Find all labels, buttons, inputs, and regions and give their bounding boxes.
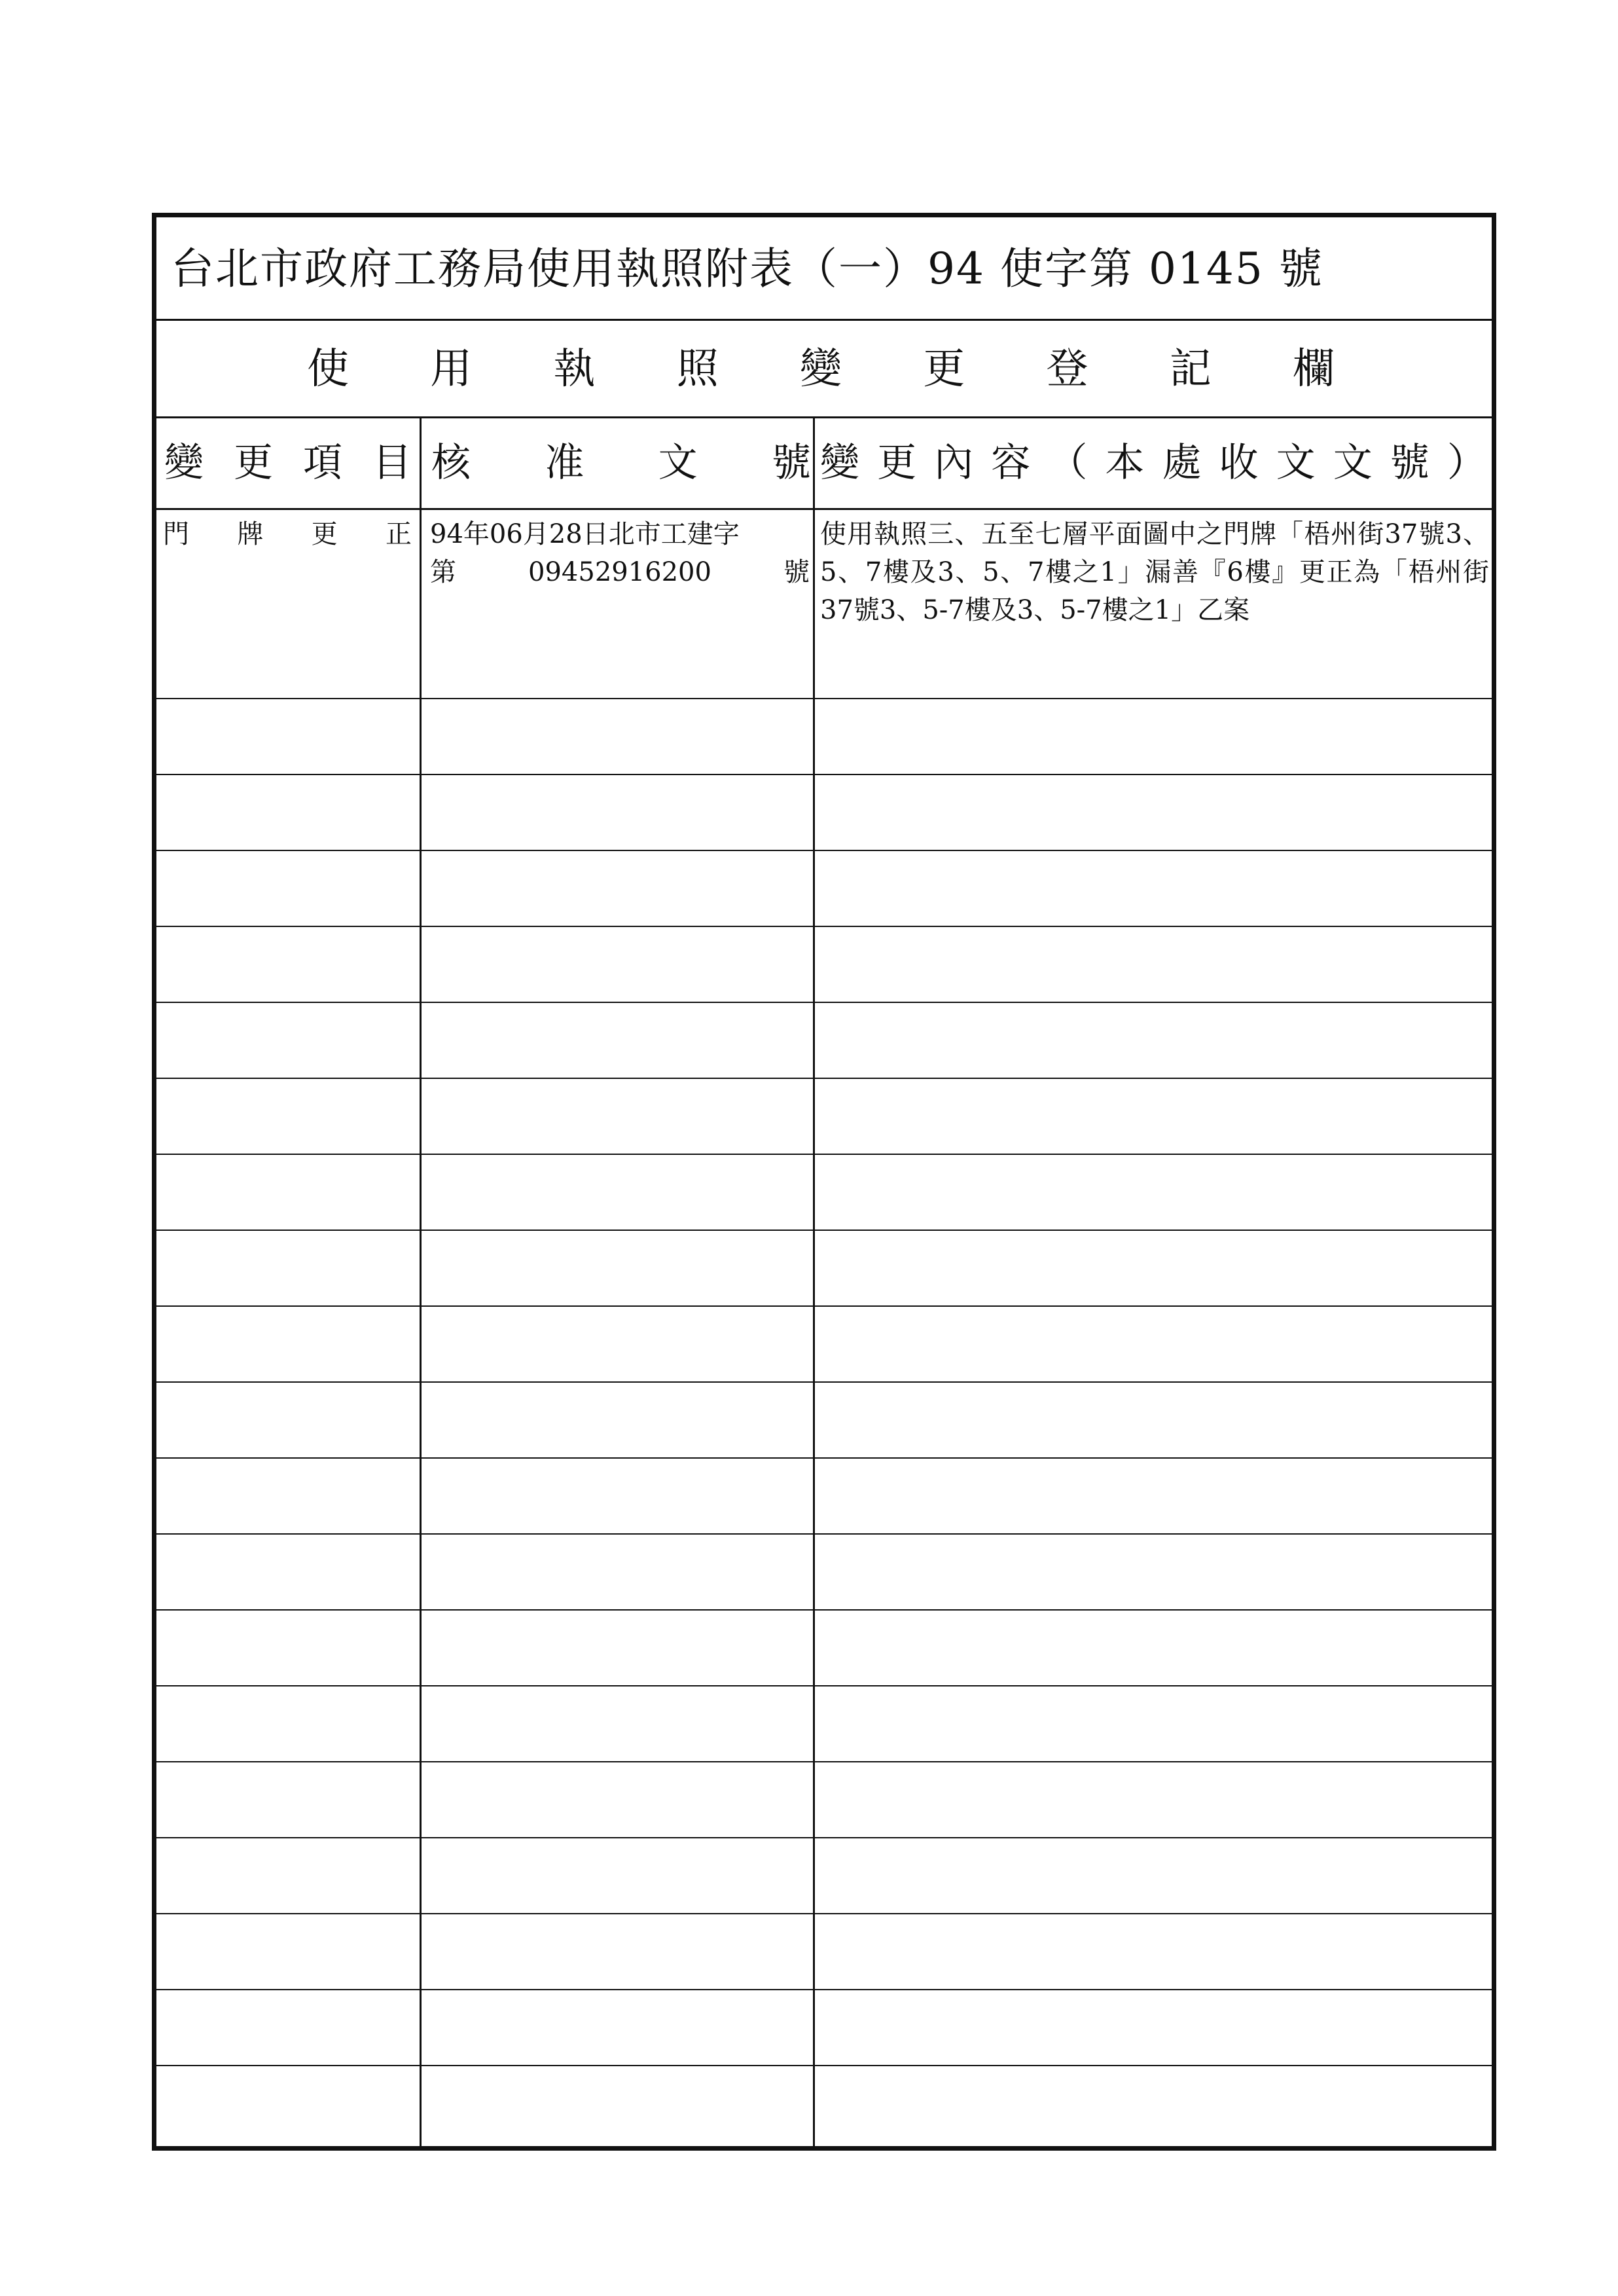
subtitle-row	[156, 321, 1492, 418]
row-divider	[156, 1913, 1492, 1914]
form-subtitle: 使 用 執 照 變 更 登 記 欄	[307, 345, 1335, 393]
row-divider	[156, 1609, 1492, 1611]
row-divider	[156, 1381, 1492, 1383]
entry-item: 門 牌 更 正	[163, 519, 412, 549]
column-divider-1	[420, 418, 422, 2146]
row-divider	[156, 1837, 1492, 1838]
row-divider	[156, 1989, 1492, 1990]
row-divider	[156, 1078, 1492, 1079]
column-divider-2	[813, 418, 815, 2146]
column-header-row	[156, 418, 1492, 510]
row-divider	[156, 2065, 1492, 2066]
header-content: 變 更 內 容 （ 本 處 收 文 文 號 ）	[820, 440, 1486, 486]
row-divider	[156, 1305, 1492, 1307]
usage-permit-change-form	[152, 213, 1496, 2151]
row-divider	[156, 1685, 1492, 1686]
row-divider	[156, 1002, 1492, 1003]
entry-approval-doc-number: 第 09452916200 號	[430, 557, 810, 587]
row-divider	[156, 1533, 1492, 1535]
row-divider	[156, 1230, 1492, 1231]
header-approval: 核 准 文 號	[431, 440, 811, 486]
row-divider	[156, 698, 1492, 699]
form-title: 台北市政府工務局使用執照附表（一）94 使字第 0145 號	[171, 244, 1323, 294]
row-divider	[156, 850, 1492, 851]
row-divider	[156, 1154, 1492, 1155]
row-divider	[156, 774, 1492, 775]
header-item: 變 更 項 目	[164, 440, 412, 486]
title-row	[156, 217, 1492, 321]
entry-approval-number	[430, 515, 810, 591]
row-divider	[156, 1761, 1492, 1762]
row-divider	[156, 1457, 1492, 1459]
row-divider	[156, 926, 1492, 927]
entry-content: 使用執照三、五至七層平面圖中之門牌「梧州街37號3、5、7樓及3、5、7樓之1」漏善『6樓』更正為「梧州街37號3、5-7樓及3、5-7樓之1」乙案	[820, 519, 1489, 625]
entry-approval-date: 94年06月28日北市工建字	[430, 519, 740, 549]
